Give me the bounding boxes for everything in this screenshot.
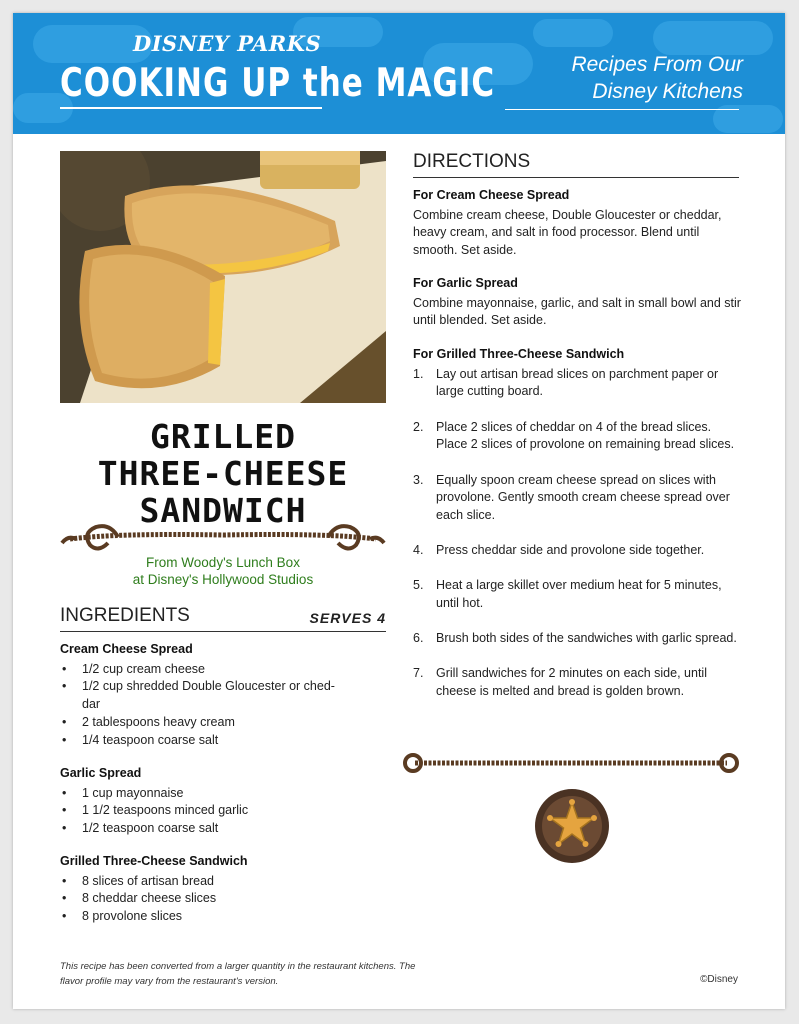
direction-step: 3. Equally spoon cream cheese spread on slices with provolone. Gently smooth cream cheese spread over each slice. bbox=[413, 472, 730, 522]
logo-underline bbox=[60, 107, 322, 109]
direction-step: 2. Place 2 slices of cheddar on 4 of the bread slices. Place 2 slices of provolone on remaining bread slices. bbox=[413, 419, 735, 452]
direction-subheading: For Garlic Spread bbox=[413, 276, 518, 290]
ingredient-item: • 2 tablespoons heavy cream bbox=[62, 714, 235, 729]
direction-step: 1. Lay out artisan bread slices on parchment paper or large cutting board. bbox=[413, 366, 719, 399]
ingredient-item: • 1 1/2 teaspoons minced garlic bbox=[62, 803, 249, 818]
direction-subheading: For Grilled Three-Cheese Sandwich bbox=[413, 347, 625, 361]
ingredient-item-continued: dar bbox=[82, 697, 101, 712]
sandwich-photo bbox=[60, 151, 386, 403]
ingredients-heading-label: INGREDIENTS bbox=[60, 605, 190, 626]
directions-heading-label: DIRECTIONS bbox=[413, 151, 531, 172]
direction-paragraph: Combine cream cheese, Double Gloucester or cheddar, heavy cream, and salt in food processor. Blend until smooth. Set aside. bbox=[413, 207, 722, 258]
tagline-underline bbox=[505, 109, 739, 110]
title-line-3: SANDWICH bbox=[139, 491, 307, 530]
ingredient-item: • 1/2 cup shredded Double Gloucester or ched- bbox=[62, 679, 335, 694]
ingredient-item: • 1/2 cup cream cheese bbox=[62, 661, 205, 676]
direction-paragraph: Combine mayonnaise, garlic, and salt in small bowl and stir until blended. Set aside. bbox=[413, 295, 741, 328]
directions-cream bbox=[413, 187, 741, 260]
source-line-2: at Disney's Hollywood Studios bbox=[132, 572, 314, 587]
ingredient-item: • 8 slices of artisan bread bbox=[62, 873, 215, 888]
recipe-source bbox=[60, 554, 386, 588]
serves-label: SERVES 4 bbox=[309, 610, 386, 626]
sheriff-star-badge-icon bbox=[534, 788, 610, 864]
direction-subheading: For Cream Cheese Spread bbox=[413, 188, 570, 202]
ingredient-group-title: Grilled Three-Cheese Sandwich bbox=[60, 854, 248, 868]
ingredient-group-title: Cream Cheese Spread bbox=[60, 642, 193, 656]
direction-step: 7. Grill sandwiches for 2 minutes on each side, until cheese is melted and bread is golden brown. bbox=[413, 666, 707, 699]
ingredient-item: • 1/2 teaspoon coarse salt bbox=[62, 821, 219, 836]
tagline-line-2: Disney Kitchens bbox=[592, 80, 743, 103]
rope-divider-directions bbox=[401, 751, 741, 775]
sandwich-illustration bbox=[60, 151, 386, 403]
cooking-up-the-magic-logo: COOKING UP the MAGIC bbox=[60, 61, 496, 106]
ingredient-item: • 8 cheddar cheese slices bbox=[62, 891, 217, 906]
ingredient-group-garlic bbox=[60, 765, 390, 838]
directions-garlic bbox=[413, 275, 741, 330]
ingredient-item: • 1/4 teaspoon coarse salt bbox=[62, 732, 219, 747]
ingredient-group-sandwich bbox=[60, 853, 390, 926]
directions-sandwich bbox=[413, 346, 741, 718]
directions-heading bbox=[413, 151, 739, 178]
direction-step: 5. Heat a large skillet over medium heat for 5 minutes, until hot. bbox=[413, 578, 722, 611]
tagline bbox=[483, 51, 743, 105]
ingredient-group-title: Garlic Spread bbox=[60, 766, 142, 780]
header-banner bbox=[13, 13, 785, 134]
copyright: ©Disney bbox=[700, 974, 738, 985]
tagline-line-1: Recipes From Our bbox=[571, 53, 743, 76]
title-line-2: THREE-CHEESE bbox=[97, 454, 349, 493]
direction-step: 6. Brush both sides of the sandwiches with garlic spread. bbox=[413, 631, 737, 646]
conversion-note: This recipe has been converted from a larger quantity in the restaurant kitchens. The flavor profile may vary from the restaurant's version. bbox=[60, 961, 416, 987]
rope-divider-title bbox=[58, 519, 388, 553]
direction-step: 4. Press cheddar side and provolone side together. bbox=[413, 543, 705, 558]
ingredient-item: • 1 cup mayonnaise bbox=[62, 785, 184, 800]
recipe-title bbox=[60, 418, 386, 529]
ingredient-item: • 8 provolone slices bbox=[62, 909, 183, 924]
ingredient-group-cream bbox=[60, 641, 390, 749]
source-line-1: From Woody's Lunch Box bbox=[146, 555, 300, 570]
disney-parks-logo: DISNEY PARKS bbox=[133, 31, 322, 56]
title-line-1: GRILLED bbox=[149, 417, 297, 456]
recipe-card bbox=[13, 13, 785, 1009]
